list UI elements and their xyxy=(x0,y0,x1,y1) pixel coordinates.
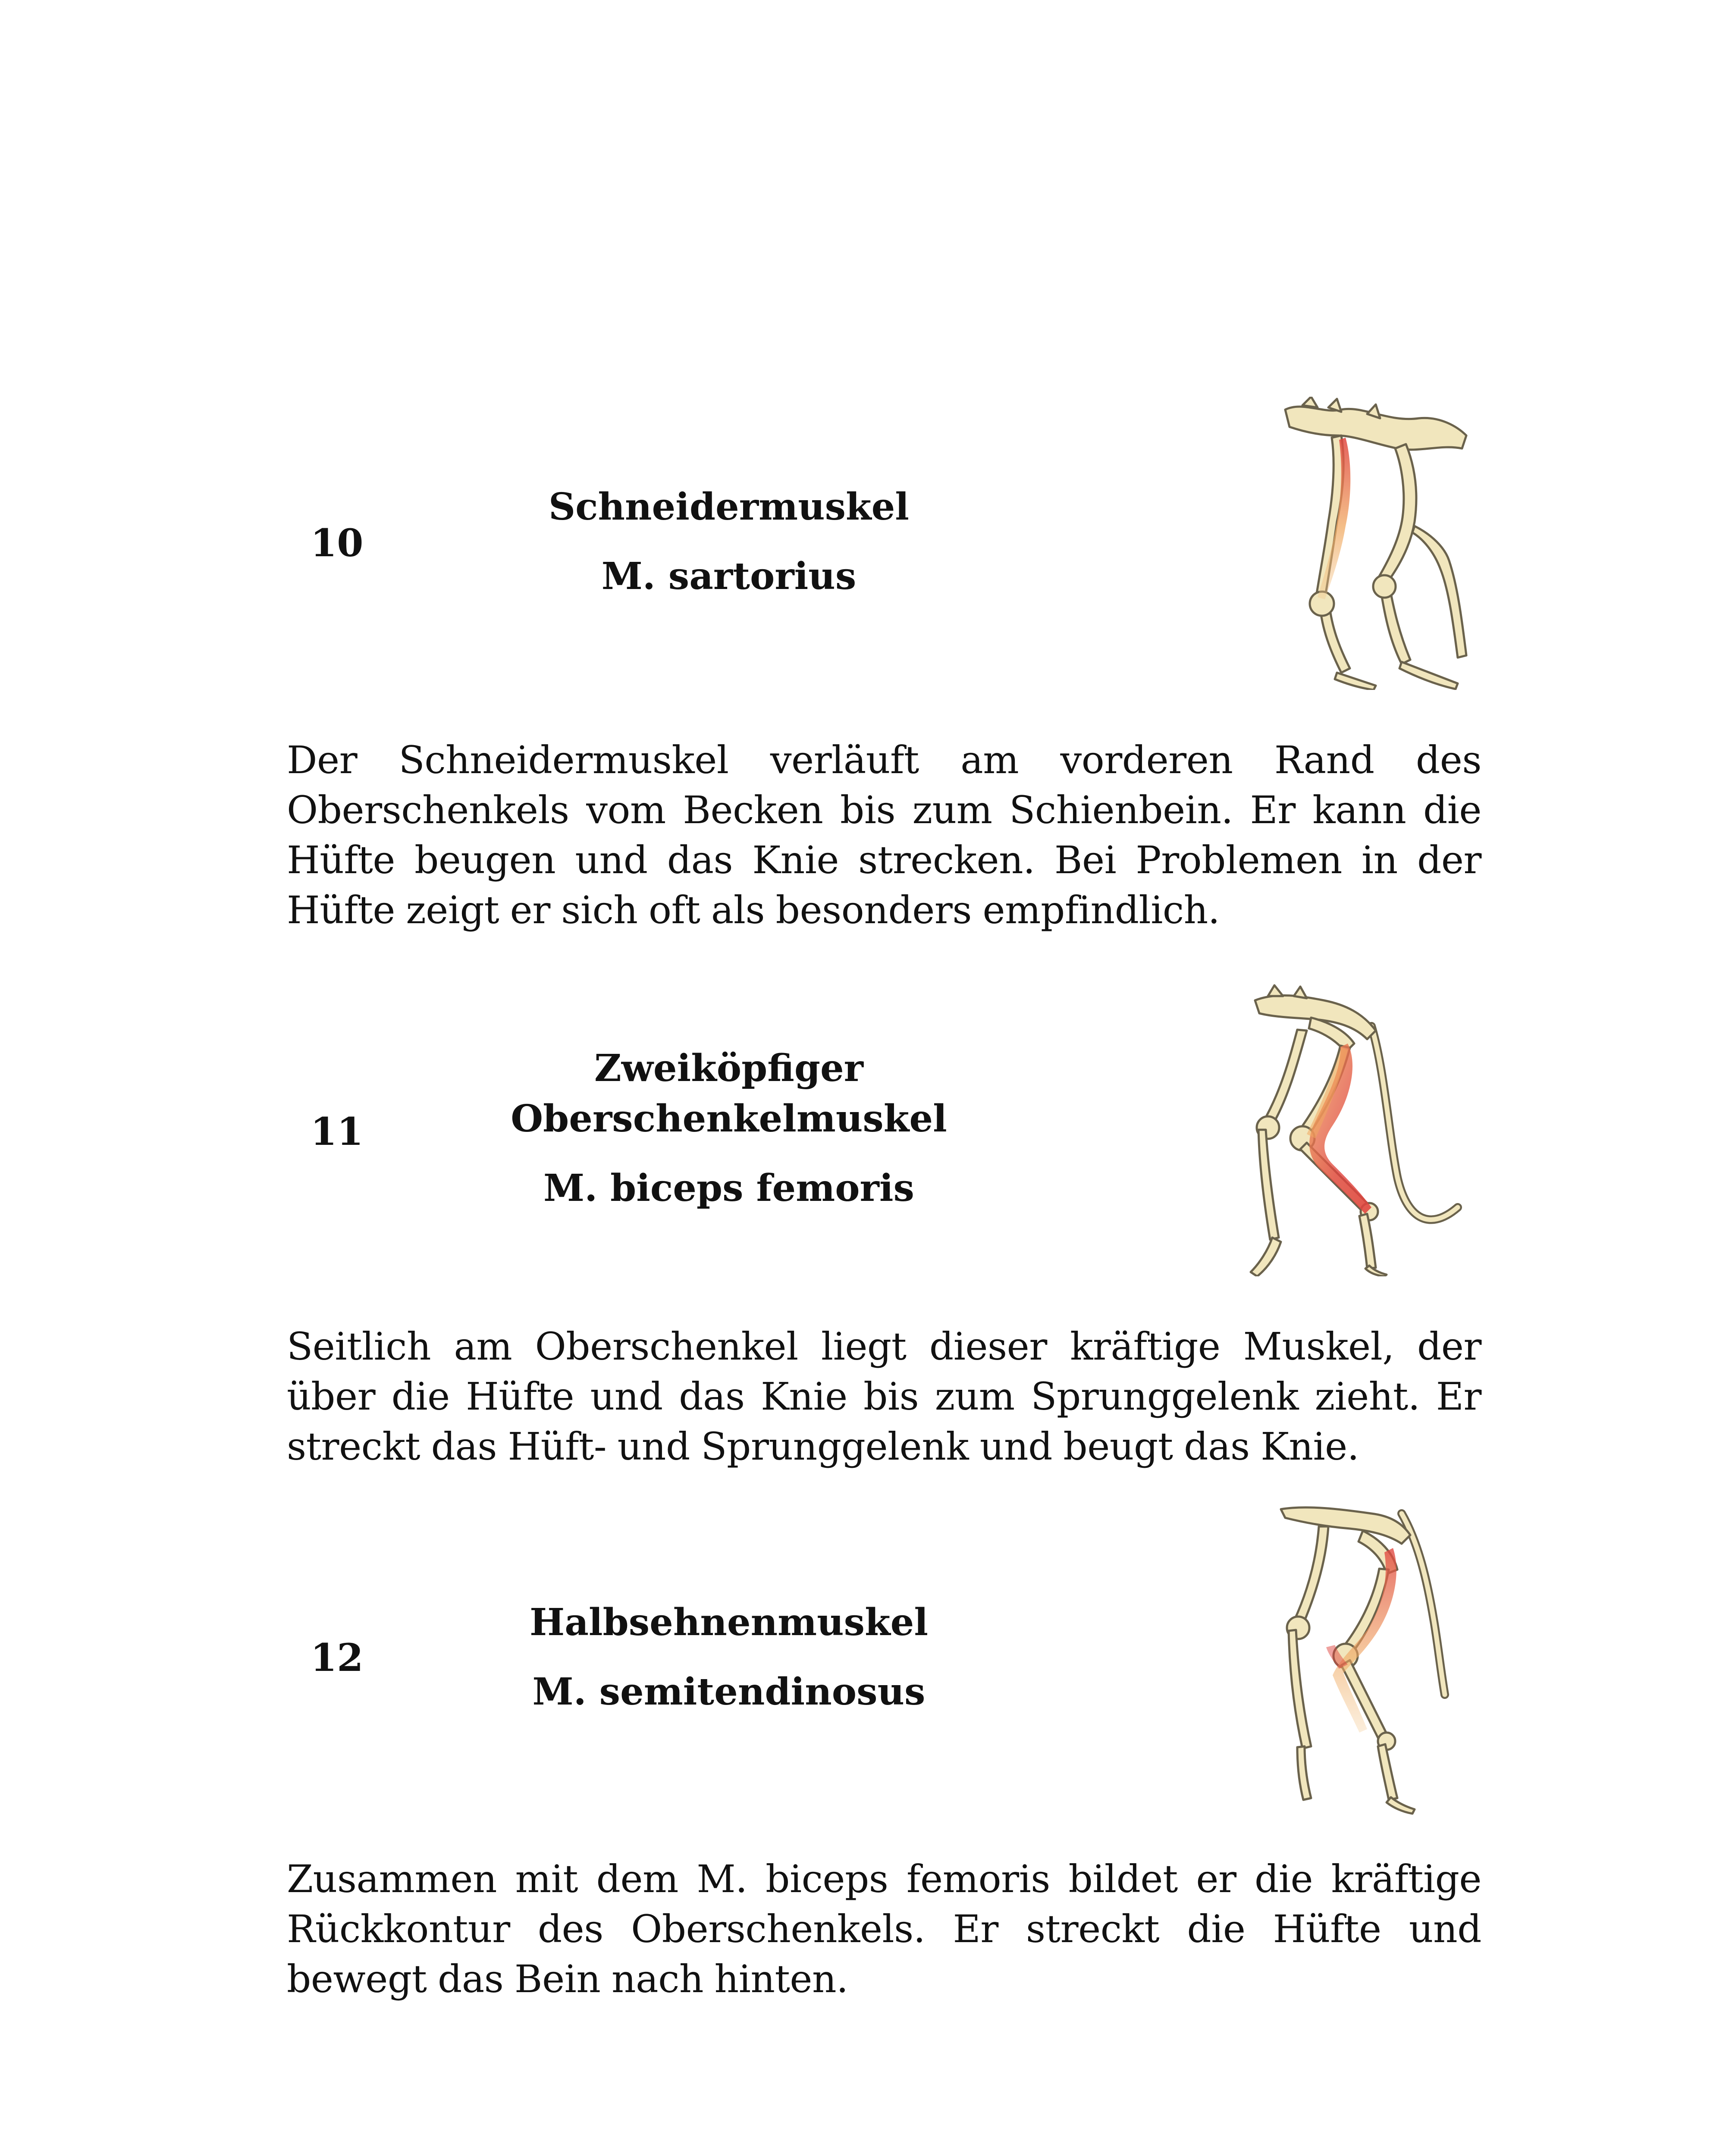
muscle-latin-name: M. sartorius xyxy=(601,554,857,598)
entry-title xyxy=(449,1044,1009,1214)
muscle-common-name: Halbsehnenmuskel xyxy=(529,1601,929,1644)
biceps-femoris-illustration xyxy=(1242,983,1475,1276)
entry-number: 10 xyxy=(311,520,364,565)
entry-title xyxy=(449,1598,1009,1717)
semitendinosus-illustration xyxy=(1264,1505,1471,1815)
entry-title xyxy=(449,482,1009,602)
muscle-latin-name: M. semitendinosus xyxy=(532,1670,926,1714)
entry-description: Zusammen mit dem M. biceps femoris bildet er die kräftige Rückkontur des Oberschenkels. Er streckt die Hüfte und bewegt das Bein nach hinten. xyxy=(287,1857,1481,2001)
sartorius-illustration xyxy=(1277,397,1475,690)
muscle-latin-name: M. biceps femoris xyxy=(543,1166,914,1210)
entry-number: 12 xyxy=(311,1635,364,1680)
entry-description: Der Schneidermuskel verläuft am vorderen Rand des Oberschenkels vom Becken bis zum Schienbein. Er kann die Hüfte beugen und das Knie strecken. Bei Problemen in der Hüfte zeigt er sich oft als besonders empfindlich. xyxy=(287,738,1481,932)
entry-number: 11 xyxy=(311,1109,364,1154)
muscle-common-name: Zweiköpfiger Oberschenkelmuskel xyxy=(511,1047,947,1141)
muscle-common-name: Schneidermuskel xyxy=(549,485,909,529)
entry-description: Seitlich am Oberschenkel liegt dieser kräftige Muskel, der über die Hüfte und das Knie bis zum Sprunggelenk zieht. Er streckt das Hüft- und Sprunggelenk und beugt das Knie. xyxy=(287,1324,1481,1469)
